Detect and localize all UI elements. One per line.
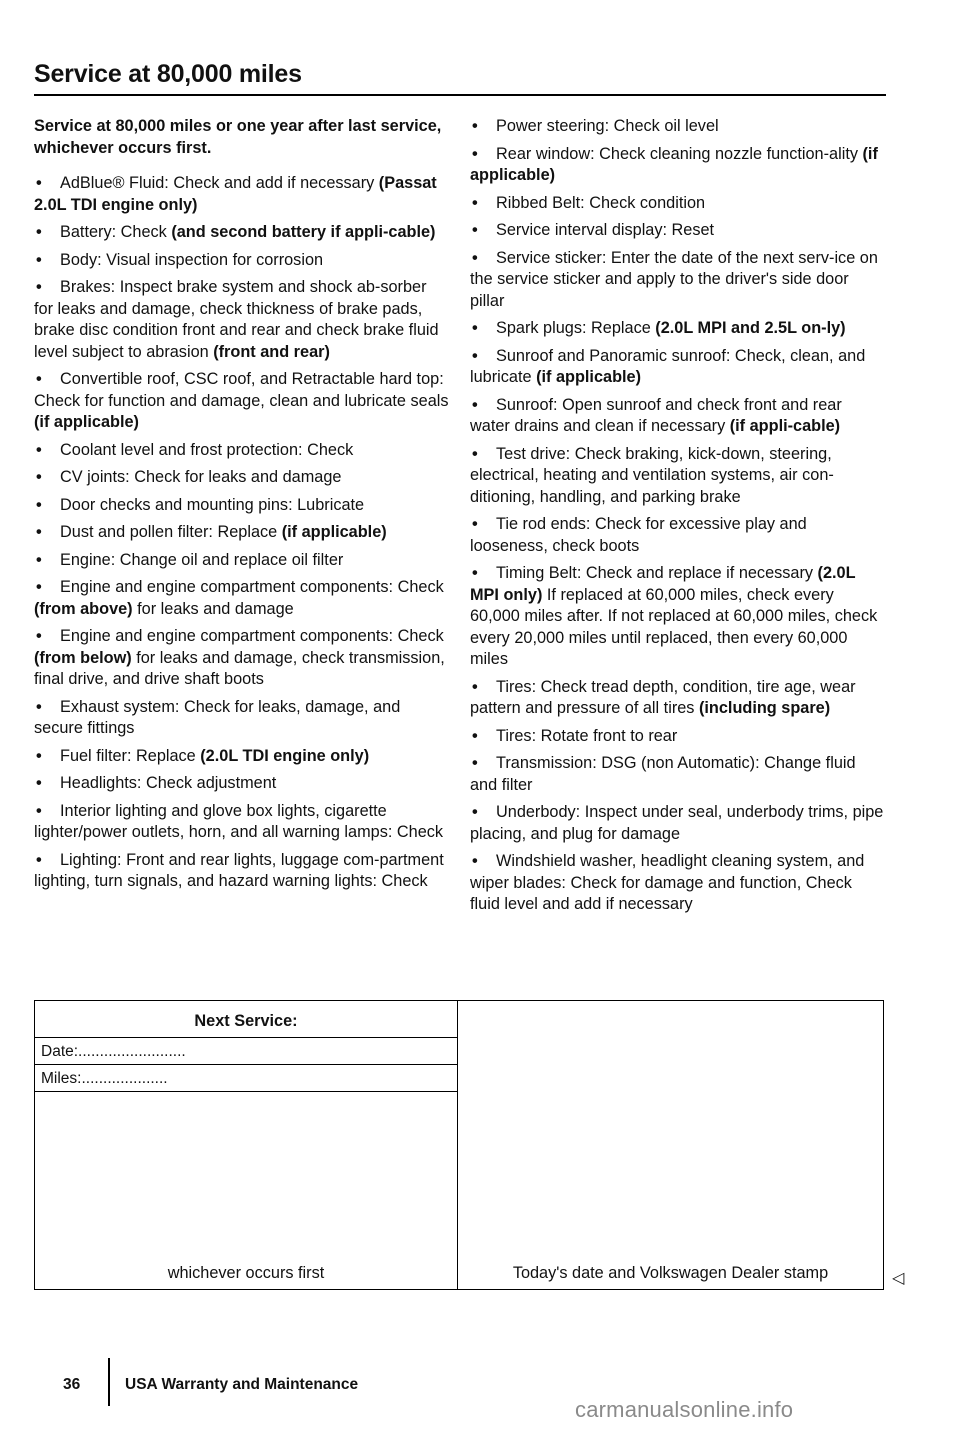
checklist-item [34, 467, 449, 489]
bullet-icon: • [36, 278, 42, 296]
checklist-item [470, 726, 885, 748]
service-record-box [34, 1000, 884, 1290]
bullet-icon: • [472, 564, 478, 582]
item-qualifier: (if applicable) [34, 413, 139, 431]
item-text: Exhaust system: Check for leaks, damage, and secure fittings [34, 697, 401, 737]
bullet-icon: • [472, 221, 478, 239]
bullet-icon: • [36, 578, 42, 596]
checklist-item [34, 173, 449, 216]
item-text: Tie rod ends: Check for excessive play and looseness, check boots [470, 515, 807, 555]
item-text: Transmission: DSG (non Automatic): Change fluid and filter [470, 754, 856, 794]
item-text: Fuel filter: Replace [60, 746, 201, 765]
bullet-icon: • [472, 248, 478, 267]
bullet-icon: • [472, 193, 478, 212]
item-text: If replaced at 60,000 miles, check every 60,000 miles after. If not replaced at 60,000 miles, check every 20,000 miles until replaced, then every 60,000 miles [470, 585, 878, 668]
item-text: Power steering: Check oil level [496, 117, 719, 135]
bullet-icon: • [36, 774, 42, 792]
whichever-note: whichever occurs first [167, 1264, 325, 1282]
bullet-icon: • [36, 746, 42, 765]
item-text: Spark plugs: Replace [496, 319, 656, 337]
item-text: Coolant level and frost protection: Check [60, 440, 354, 459]
checklist-item [470, 851, 885, 916]
bullet-icon: • [36, 697, 42, 716]
right-column [470, 116, 885, 922]
next-service-heading: Next Service: [35, 1001, 457, 1038]
item-qualifier: (from above) [34, 599, 133, 618]
item-qualifier: (if applicable) [536, 368, 642, 386]
item-text: Battery: Check [60, 223, 172, 241]
item-text: Door checks and mounting pins: Lubricate [60, 495, 365, 514]
continue-arrow-icon: ◁ [892, 1270, 905, 1287]
checklist-item [470, 144, 885, 187]
item-qualifier: (if applicable) [470, 144, 878, 184]
bullet-icon: • [36, 801, 42, 820]
checklist-item [470, 395, 885, 438]
checklist-item [470, 248, 885, 313]
bullet-icon: • [472, 395, 478, 414]
checklist-item [34, 697, 449, 740]
miles-field[interactable]: Miles:.................... [35, 1065, 457, 1092]
item-qualifier: (Passat 2.0L TDI engine only) [34, 174, 437, 214]
item-qualifier: (if applicable) [281, 523, 387, 541]
bullet-icon: • [472, 515, 478, 533]
checklist-item [470, 193, 885, 215]
checklist-item [34, 522, 449, 544]
next-service-panel [35, 1001, 458, 1289]
left-checklist [34, 173, 449, 893]
item-qualifier: (front and rear) [213, 342, 330, 361]
item-text: Convertible roof, CSC roof, and Retractable hard top: Check for function and damage, clean and lubricate seals [34, 370, 449, 410]
checklist-item [34, 222, 449, 244]
item-qualifier: (2.0L MPI and 2.5L on-ly) [655, 319, 846, 337]
bullet-icon: • [472, 726, 478, 745]
item-text: for leaks and damage [132, 599, 294, 618]
checklist-item [470, 318, 885, 340]
intro-text: Service at 80,000 miles or one year after last service, whichever occurs first. [34, 117, 442, 157]
bullet-icon: • [472, 117, 478, 135]
bullet-icon: • [36, 495, 42, 514]
bullet-icon: • [36, 627, 42, 645]
item-text: Underbody: Inspect under seal, underbody trims, pipe placing, and plug for damage [470, 803, 884, 843]
bullet-icon: • [472, 319, 478, 337]
bullet-icon: • [36, 223, 42, 241]
item-text: Windshield washer, headlight cleaning system, and wiper blades: Check for damage and function, Check fluid level and add if necessary [470, 852, 865, 913]
item-text: AdBlue® Fluid: Check and add if necessary [60, 174, 379, 192]
checklist-item [34, 577, 449, 620]
checklist-item [470, 220, 885, 242]
date-field[interactable]: Date:......................... [35, 1038, 457, 1065]
bullet-icon: • [36, 550, 42, 569]
bullet-icon: • [472, 144, 478, 163]
footer-divider [108, 1358, 110, 1406]
item-text: Brakes: Inspect brake system and shock ab-sorber for leaks and damage, check thickness of brake pads, brake disc condition front and rear and check brake fluid level subject to abrasion [34, 278, 439, 361]
item-text: Headlights: Check adjustment [60, 774, 277, 792]
item-text: Interior lighting and glove box lights, cigarette lighter/power outlets, horn, and all warning lamps: Check [34, 801, 444, 841]
left-column [34, 116, 449, 899]
item-text: CV joints: Check for leaks and damage [60, 468, 342, 486]
checklist-item [34, 250, 449, 272]
item-text: Sunroof and Panoramic sunroof: Check, clean, and lubricate [470, 346, 866, 386]
checklist-item [470, 116, 885, 138]
item-text: Engine and engine compartment components: Check [60, 627, 444, 645]
bullet-icon: • [472, 444, 478, 463]
dealer-stamp-label: Today's date and Volkswagen Dealer stamp [512, 1264, 829, 1282]
page-number: 36 [63, 1376, 81, 1393]
bullet-icon: • [36, 370, 42, 388]
checklist-item [470, 346, 885, 389]
item-qualifier: (if appli-cable) [729, 417, 841, 435]
bullet-icon: • [472, 346, 478, 365]
checklist-item [470, 677, 885, 720]
item-text: Timing Belt: Check and replace if necessary [496, 564, 818, 582]
checklist-item [34, 746, 449, 768]
item-text: Ribbed Belt: Check condition [496, 193, 706, 212]
bullet-icon: • [36, 523, 42, 541]
page-title: Service at 80,000 miles [34, 60, 302, 88]
item-text: for leaks and damage, check transmission, final drive, and drive shaft boots [34, 648, 445, 688]
book-title: USA Warranty and Maintenance [125, 1376, 359, 1393]
item-qualifier: (from below) [34, 648, 132, 667]
checklist-item [470, 802, 885, 845]
checklist-item [34, 850, 449, 893]
item-qualifier: (2.0L TDI engine only) [200, 746, 370, 765]
item-text: Service sticker: Enter the date of the next serv-ice on the service sticker and apply to the driver's side door pillar [470, 248, 878, 310]
checklist-item [34, 277, 449, 363]
item-qualifier: (and second battery if appli-cable) [171, 223, 436, 241]
item-text: Service interval display: Reset [496, 221, 715, 239]
item-text: Engine: Change oil and replace oil filter [60, 550, 344, 569]
checklist-item [34, 801, 449, 844]
bullet-icon: • [472, 803, 478, 821]
checklist-item [470, 563, 885, 671]
title-divider [34, 94, 886, 96]
watermark: carmanualsonline.info [575, 1397, 794, 1422]
checklist-item [34, 495, 449, 517]
checklist-item [34, 440, 449, 462]
item-text: Rear window: Check cleaning nozzle function-ality [496, 144, 863, 163]
bullet-icon: • [36, 468, 42, 486]
bullet-icon: • [36, 850, 42, 869]
checklist-item [470, 753, 885, 796]
item-text: Sunroof: Open sunroof and check front and rear water drains and clean if necessary [470, 395, 842, 435]
bullet-icon: • [36, 250, 42, 269]
item-qualifier: (2.0L MPI only) [470, 564, 856, 604]
bullet-icon: • [472, 754, 478, 772]
item-text: Test drive: Check braking, kick-down, steering, electrical, heating and ventilation systems, air con-ditioning, handling, and parking brake [470, 444, 834, 506]
item-qualifier: (including spare) [698, 699, 831, 717]
checklist-item [34, 369, 449, 434]
item-text: Dust and pollen filter: Replace [60, 523, 282, 541]
checklist-item [34, 550, 449, 572]
checklist-item [34, 773, 449, 795]
checklist-item [34, 626, 449, 691]
bullet-icon: • [472, 677, 478, 696]
bullet-icon: • [36, 174, 42, 192]
item-text: Tires: Check tread depth, condition, tire age, wear pattern and pressure of all tires [470, 677, 856, 717]
checklist-item [470, 444, 885, 509]
item-text: Engine and engine compartment components: Check [60, 578, 444, 596]
right-checklist [470, 116, 885, 916]
bullet-icon: • [36, 440, 42, 459]
item-text: Lighting: Front and rear lights, luggage com-partment lighting, turn signals, and hazard warning lights: Check [34, 850, 444, 890]
item-text: Body: Visual inspection for corrosion [60, 250, 324, 269]
checklist-item [470, 514, 885, 557]
bullet-icon: • [472, 852, 478, 870]
item-text: Tires: Rotate front to rear [496, 726, 678, 745]
